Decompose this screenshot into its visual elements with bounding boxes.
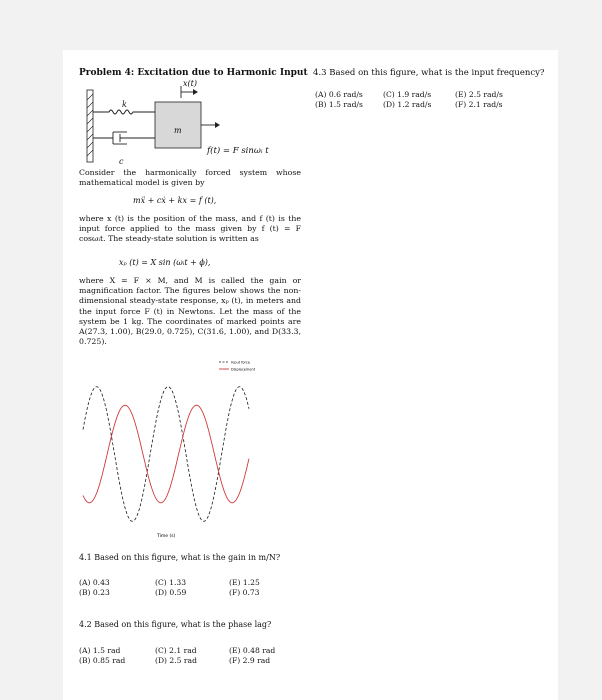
q42-option-b[interactable]: (B) 0.85 rad — [79, 656, 126, 665]
q41-option-a[interactable]: (A) 0.43 — [79, 578, 110, 587]
x-axis-label: Time (s) — [157, 534, 176, 539]
q41-option-e[interactable]: (E) 1.25 — [229, 578, 260, 587]
mass-block — [155, 102, 201, 148]
force-label: f(t) = F sinωᵢ t — [207, 146, 269, 156]
q41-option-f[interactable]: (F) 0.73 — [229, 588, 260, 597]
spring — [93, 110, 155, 114]
q43-option-d[interactable]: (D) 1.2 rad/s — [383, 100, 432, 109]
q43-option-c[interactable]: (C) 1.9 rad/s — [383, 90, 432, 99]
x-label: x(t) — [183, 79, 197, 88]
q43-question: 4.3 Based on this figure, what is the input frequency? — [313, 68, 545, 78]
intro-paragraph: Consider the harmonically forced system whose mathematical model is given by — [79, 168, 301, 188]
q42-option-e[interactable]: (E) 0.48 rad — [229, 646, 276, 655]
q43-option-b[interactable]: (B) 1.5 rad/s — [315, 100, 363, 109]
q42-option-f[interactable]: (F) 2.9 rad — [229, 656, 271, 665]
m-label: m — [174, 126, 182, 135]
q42-option-d[interactable]: (D) 2.5 rad — [155, 656, 197, 665]
gain-paragraph: where X = F × M, and M is called the gain or magnification factor. The figures below shows the non-dimensional steady-state response, xₚ (t), in meters and the input force F (t) in Newtons. Let the mass of the system be 1 kg. The coordinates of marked points are A(27.3, 1.00), B(29.0, 0.725), C(31.6, 1.00), and D(33.3, 0.725). — [79, 276, 301, 347]
steady-state-equation: xₚ (t) = X sin (ωᵢt + ϕ), — [119, 258, 211, 267]
q42-option-a[interactable]: (A) 1.5 rad — [79, 646, 121, 655]
q41-option-d[interactable]: (D) 0.59 — [155, 588, 187, 597]
q41-question: 4.1 Based on this figure, what is the gain in m/N? — [79, 553, 281, 562]
spring-mass-damper-diagram — [83, 80, 283, 175]
q42-option-c[interactable]: (C) 2.1 rad — [155, 646, 197, 655]
legend-input-force: Input force — [231, 360, 250, 365]
equation-of-motion: mẍ + cẋ + kx = f (t), — [133, 196, 217, 205]
q42-question: 4.2 Based on this figure, what is the phase lag? — [79, 620, 272, 629]
document-page — [63, 50, 558, 700]
series-line-displacement — [83, 405, 249, 503]
q43-option-f[interactable]: (F) 2.1 rad/s — [455, 100, 503, 109]
q43-option-a[interactable]: (A) 0.6 rad/s — [315, 90, 363, 99]
response-chart — [79, 350, 279, 540]
series-line-input-force — [83, 387, 249, 522]
problem-title: Problem 4: Excitation due to Harmonic Input — [79, 68, 308, 78]
c-label: c — [119, 157, 124, 166]
q41-option-b[interactable]: (B) 0.23 — [79, 588, 110, 597]
q43-option-e[interactable]: (E) 2.5 rad/s — [455, 90, 503, 99]
damper — [93, 132, 155, 144]
q41-option-c[interactable]: (C) 1.33 — [155, 578, 187, 587]
force-arrow — [201, 122, 220, 128]
force-paragraph: where x (t) is the position of the mass, and f (t) is the input force applied to the mass given by f (t) = F cosωᵢt. The steady-state solution is written as — [79, 214, 301, 244]
legend-displacement: Displacement — [231, 367, 256, 372]
k-label: k — [122, 100, 127, 109]
